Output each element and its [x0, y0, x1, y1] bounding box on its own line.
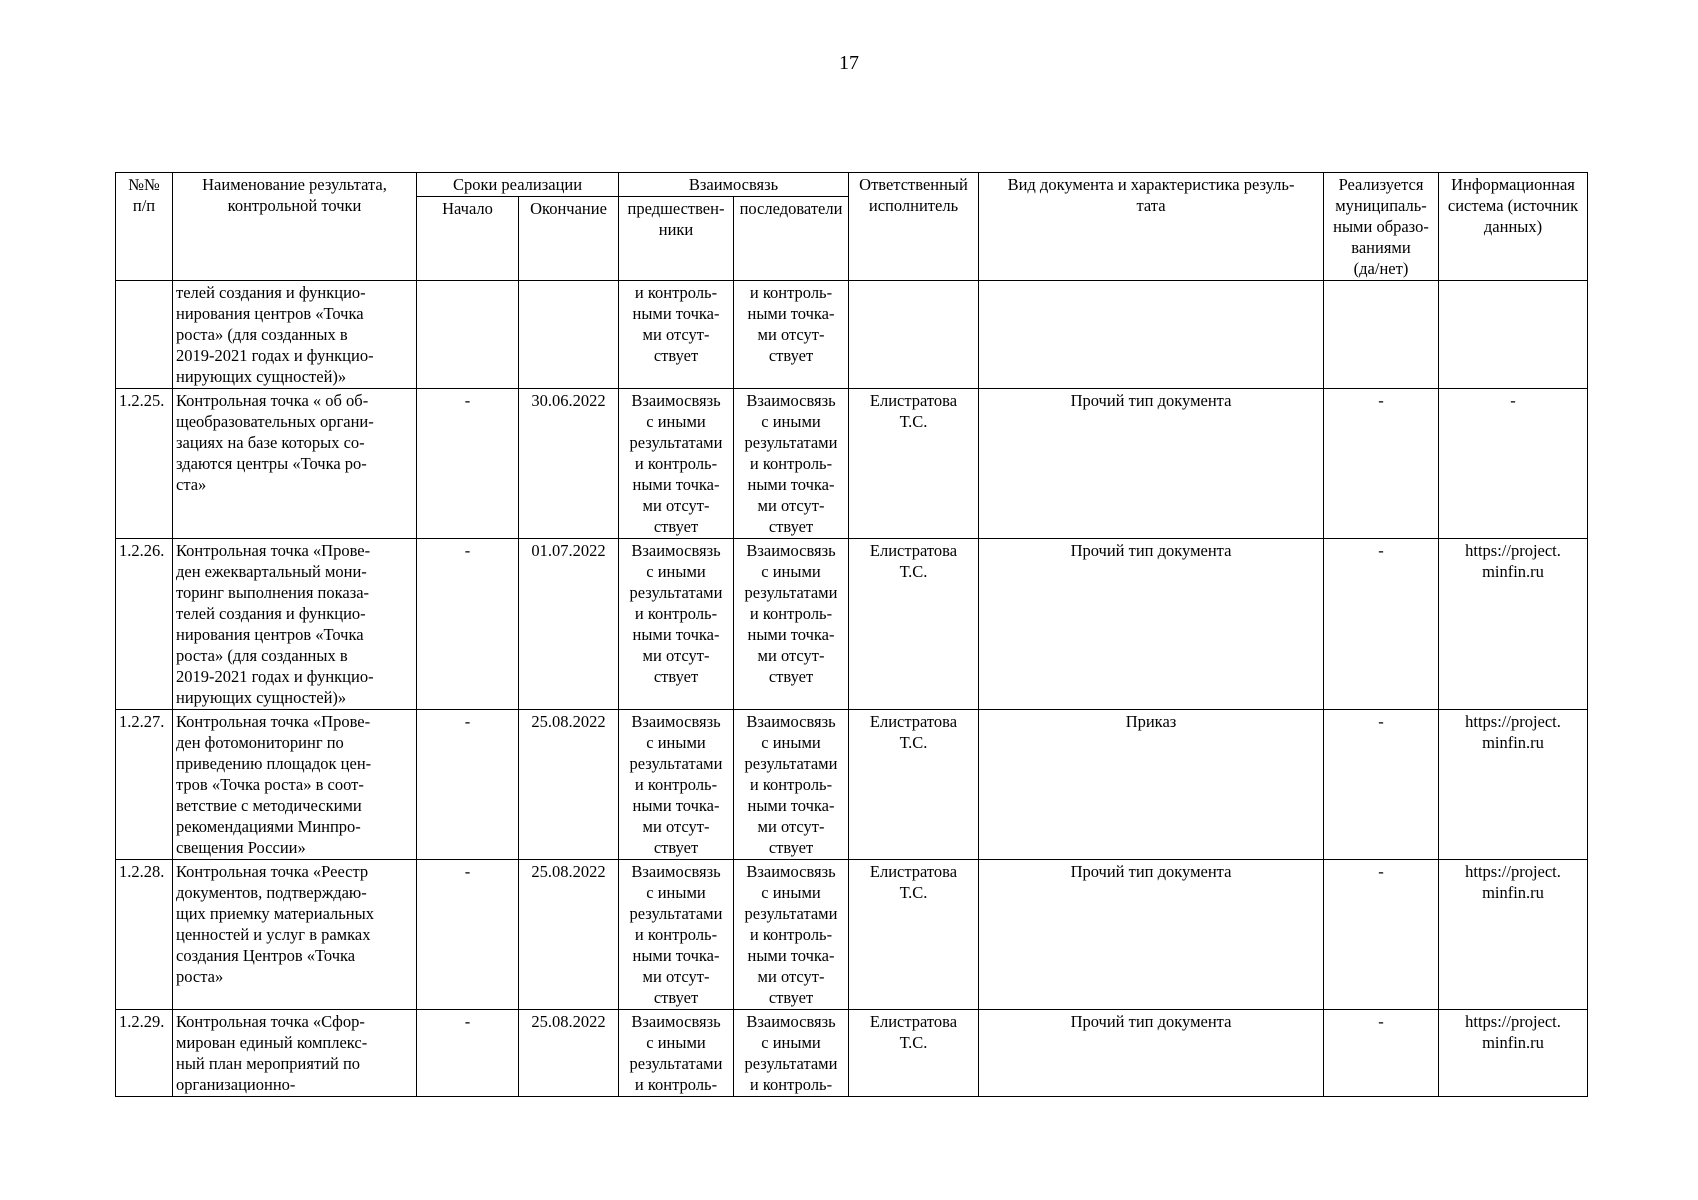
- cell-name: Контрольная точка « об об- щеобразовательных органи- зациях на базе которых со- здаются центры «Точка ро- ста»: [173, 389, 417, 539]
- cell-document: Прочий тип документа: [979, 539, 1324, 710]
- cell-start: -: [417, 710, 519, 860]
- header-start: Начало: [417, 197, 519, 281]
- cell-name: Контрольная точка «Прове- ден ежеквартальный мони- торинг выполнения показа- телей создания и функцио- нирования центров «Точка роста» (для созданных в 2019-2021 годах и функцио- нирующих сущностей)»: [173, 539, 417, 710]
- cell-responsible: Елистратова Т.С.: [849, 539, 979, 710]
- cell-name: Контрольная точка «Прове- ден фотомониторинг по приведению площадок цен- тров «Точка роста» в соот- ветствие с методическими рекомендациями Минпро- свещения России»: [173, 710, 417, 860]
- cell-num: 1.2.27.: [116, 710, 173, 860]
- cell-predecessors: Взаимосвязь с иными результатами и контроль- ными точка- ми отсут- ствует: [619, 539, 734, 710]
- cell-responsible: Елистратова Т.С.: [849, 710, 979, 860]
- cell-municipal: -: [1324, 860, 1439, 1010]
- cell-end: 01.07.2022: [519, 539, 619, 710]
- cell-start: -: [417, 539, 519, 710]
- header-municipal: Реализуется муниципаль- ными образо- ваниями (да/нет): [1324, 173, 1439, 281]
- header-successors: последователи: [734, 197, 849, 281]
- cell-info-system: https://project. minfin.ru: [1439, 1010, 1588, 1097]
- cell-document: Приказ: [979, 710, 1324, 860]
- cell-name: Контрольная точка «Сфор- мирован единый комплекс- ный план мероприятий по организационно-: [173, 1010, 417, 1097]
- cell-num: 1.2.29.: [116, 1010, 173, 1097]
- cell-predecessors: Взаимосвязь с иными результатами и контроль- ными точка- ми отсут- ствует: [619, 860, 734, 1010]
- cell-start: -: [417, 860, 519, 1010]
- cell-start: -: [417, 389, 519, 539]
- cell-municipal: -: [1324, 710, 1439, 860]
- header-terms: Сроки реализации: [417, 173, 619, 197]
- cell-info-system: https://project. minfin.ru: [1439, 860, 1588, 1010]
- cell-municipal: -: [1324, 389, 1439, 539]
- table-row: [116, 539, 1588, 710]
- table-header: [116, 173, 1588, 281]
- cell-predecessors: Взаимосвязь с иными результатами и контроль-: [619, 1010, 734, 1097]
- cell-responsible: [849, 281, 979, 389]
- cell-successors: Взаимосвязь с иными результатами и контроль- ными точка- ми отсут- ствует: [734, 389, 849, 539]
- cell-num: 1.2.25.: [116, 389, 173, 539]
- table-row: [116, 281, 1588, 389]
- header-responsible: Ответственный исполнитель: [849, 173, 979, 281]
- table-row: [116, 710, 1588, 860]
- cell-end: 30.06.2022: [519, 389, 619, 539]
- cell-municipal: [1324, 281, 1439, 389]
- cell-end: 25.08.2022: [519, 1010, 619, 1097]
- cell-end: 25.08.2022: [519, 710, 619, 860]
- cell-successors: Взаимосвязь с иными результатами и контроль-: [734, 1010, 849, 1097]
- header-num: №№ п/п: [116, 173, 173, 281]
- cell-start: [417, 281, 519, 389]
- cell-info-system: [1439, 281, 1588, 389]
- cell-municipal: -: [1324, 539, 1439, 710]
- cell-predecessors: Взаимосвязь с иными результатами и контроль- ными точка- ми отсут- ствует: [619, 710, 734, 860]
- cell-successors: Взаимосвязь с иными результатами и контроль- ными точка- ми отсут- ствует: [734, 539, 849, 710]
- cell-predecessors: и контроль- ными точка- ми отсут- ствует: [619, 281, 734, 389]
- table-body: [116, 281, 1588, 1097]
- table-row: [116, 860, 1588, 1010]
- cell-successors: Взаимосвязь с иными результатами и контроль- ными точка- ми отсут- ствует: [734, 710, 849, 860]
- cell-municipal: -: [1324, 1010, 1439, 1097]
- cell-name: телей создания и функцио- нирования центров «Точка роста» (для созданных в 2019-2021 годах и функцио- нирующих сущностей)»: [173, 281, 417, 389]
- cell-num: 1.2.26.: [116, 539, 173, 710]
- cell-info-system: https://project. minfin.ru: [1439, 710, 1588, 860]
- cell-end: 25.08.2022: [519, 860, 619, 1010]
- cell-successors: Взаимосвязь с иными результатами и контроль- ными точка- ми отсут- ствует: [734, 860, 849, 1010]
- table-row: [116, 1010, 1588, 1097]
- cell-predecessors: Взаимосвязь с иными результатами и контроль- ными точка- ми отсут- ствует: [619, 389, 734, 539]
- cell-end: [519, 281, 619, 389]
- cell-num: 1.2.28.: [116, 860, 173, 1010]
- cell-name: Контрольная точка «Реестр документов, подтверждаю- щих приемку материальных ценностей и услуг в рамках создания Центров «Точка роста»: [173, 860, 417, 1010]
- cell-document: [979, 281, 1324, 389]
- header-document: Вид документа и характеристика резуль- тата: [979, 173, 1324, 281]
- cell-document: Прочий тип документа: [979, 860, 1324, 1010]
- cell-info-system: -: [1439, 389, 1588, 539]
- cell-start: -: [417, 1010, 519, 1097]
- header-predecessors: предшествен- ники: [619, 197, 734, 281]
- cell-document: Прочий тип документа: [979, 389, 1324, 539]
- cell-info-system: https://project. minfin.ru: [1439, 539, 1588, 710]
- cell-responsible: Елистратова Т.С.: [849, 860, 979, 1010]
- cell-num: [116, 281, 173, 389]
- page-number: 17: [839, 52, 859, 74]
- cell-responsible: Елистратова Т.С.: [849, 389, 979, 539]
- header-name: Наименование результата, контрольной точки: [173, 173, 417, 281]
- cell-responsible: Елистратова Т.С.: [849, 1010, 979, 1097]
- header-end: Окончание: [519, 197, 619, 281]
- table-row: [116, 389, 1588, 539]
- header-info-system: Информационная система (источник данных): [1439, 173, 1588, 281]
- results-table: [115, 172, 1588, 1097]
- cell-document: Прочий тип документа: [979, 1010, 1324, 1097]
- header-link: Взаимосвязь: [619, 173, 849, 197]
- cell-successors: и контроль- ными точка- ми отсут- ствует: [734, 281, 849, 389]
